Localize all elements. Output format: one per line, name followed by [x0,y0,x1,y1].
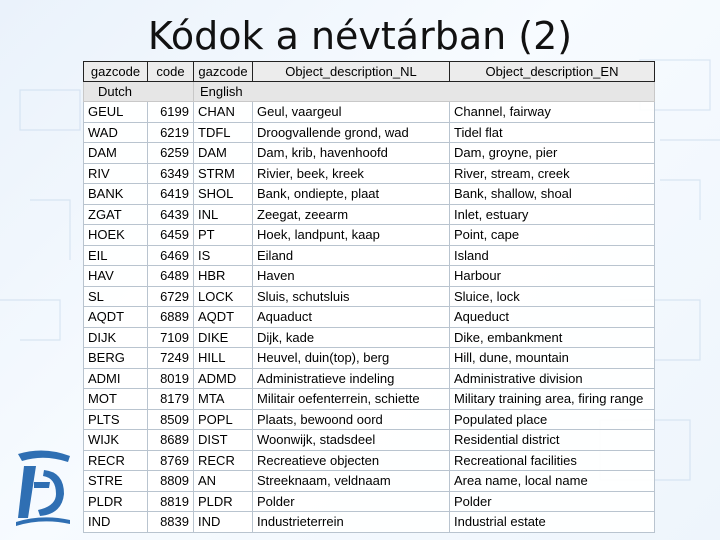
description-nl-cell: Industrieterrein [253,512,450,533]
fdm-logo-icon [14,448,72,526]
gazcode-english-cell: AN [194,471,253,492]
code-cell: 8019 [148,368,194,389]
gazcode-english-cell: PT [194,225,253,246]
description-en-cell: Populated place [450,409,655,430]
gazcode-english-cell: IND [194,512,253,533]
header-description-nl: Object_description_NL [253,62,450,82]
gazcode-english-cell: SHOL [194,184,253,205]
table-row [84,143,655,164]
gazcode-dutch-cell: HAV [84,266,148,287]
gazcode-english-cell: HBR [194,266,253,287]
table-row [84,225,655,246]
description-en-cell: Dam, groyne, pier [450,143,655,164]
gazcode-dutch-cell: EIL [84,245,148,266]
gazcode-dutch-cell: STRE [84,471,148,492]
header-gazcode-dutch: gazcode [84,62,148,82]
description-en-cell: Hill, dune, mountain [450,348,655,369]
gazcode-english-cell: CHAN [194,102,253,123]
description-en-cell: Polder [450,491,655,512]
table-body [84,102,655,533]
gazcode-english-cell: HILL [194,348,253,369]
gazcode-english-cell: DIST [194,430,253,451]
gazcode-dutch-cell: PLTS [84,409,148,430]
description-en-cell: Island [450,245,655,266]
table-row [84,368,655,389]
description-nl-cell: Aquaduct [253,307,450,328]
table-header-row [84,62,655,82]
code-cell: 6469 [148,245,194,266]
description-nl-cell: Heuvel, duin(top), berg [253,348,450,369]
table-row [84,122,655,143]
description-nl-cell: Polder [253,491,450,512]
header-description-en: Object_description_EN [450,62,655,82]
gazcode-dutch-cell: ADMI [84,368,148,389]
description-en-cell: Point, cape [450,225,655,246]
table-row [84,512,655,533]
description-nl-cell: Droogvallende grond, wad [253,122,450,143]
gazcode-dutch-cell: WIJK [84,430,148,451]
gazcode-english-cell: IS [194,245,253,266]
gazcode-dutch-cell: HOEK [84,225,148,246]
gazcode-english-cell: PLDR [194,491,253,512]
table-row [84,389,655,410]
table-row [84,348,655,369]
subheader-dutch: Dutch [84,82,194,102]
gazcode-dutch-cell: IND [84,512,148,533]
code-cell: 6419 [148,184,194,205]
description-nl-cell: Haven [253,266,450,287]
description-en-cell: Area name, local name [450,471,655,492]
description-en-cell: Bank, shallow, shoal [450,184,655,205]
subheader-english: English [194,82,655,102]
description-en-cell: Aqueduct [450,307,655,328]
description-nl-cell: Eiland [253,245,450,266]
description-en-cell: River, stream, creek [450,163,655,184]
description-nl-cell: Militair oefenterrein, schiette [253,389,450,410]
gazcode-dutch-cell: MOT [84,389,148,410]
gazcode-dutch-cell: BERG [84,348,148,369]
gazcode-dutch-cell: RECR [84,450,148,471]
code-cell: 6439 [148,204,194,225]
description-en-cell: Sluice, lock [450,286,655,307]
gazcode-english-cell: AQDT [194,307,253,328]
gazcode-dutch-cell: ZGAT [84,204,148,225]
table-subheader-row [84,82,655,102]
code-cell: 6219 [148,122,194,143]
gazcode-dutch-cell: RIV [84,163,148,184]
gazcode-dutch-cell: WAD [84,122,148,143]
description-nl-cell: Rivier, beek, kreek [253,163,450,184]
table-row [84,184,655,205]
gazcode-dutch-cell: BANK [84,184,148,205]
gazcode-dutch-cell: AQDT [84,307,148,328]
code-cell: 8809 [148,471,194,492]
table-row [84,409,655,430]
description-en-cell: Harbour [450,266,655,287]
code-cell: 6459 [148,225,194,246]
code-cell: 8839 [148,512,194,533]
code-cell: 8509 [148,409,194,430]
table-row [84,266,655,287]
description-nl-cell: Plaats, bewoond oord [253,409,450,430]
code-cell: 6259 [148,143,194,164]
gazcode-english-cell: RECR [194,450,253,471]
table-row [84,430,655,451]
description-nl-cell: Sluis, schutsluis [253,286,450,307]
gazcode-dutch-cell: DAM [84,143,148,164]
description-en-cell: Recreational facilities [450,450,655,471]
gazcode-english-cell: STRM [194,163,253,184]
gazcode-english-cell: POPL [194,409,253,430]
code-cell: 8689 [148,430,194,451]
description-en-cell: Industrial estate [450,512,655,533]
table-row [84,327,655,348]
gazcode-english-cell: INL [194,204,253,225]
code-cell: 7109 [148,327,194,348]
description-en-cell: Military training area, firing range [450,389,655,410]
description-nl-cell: Administratieve indeling [253,368,450,389]
description-nl-cell: Dam, krib, havenhoofd [253,143,450,164]
gazcode-english-cell: DIKE [194,327,253,348]
description-en-cell: Inlet, estuary [450,204,655,225]
description-en-cell: Dike, embankment [450,327,655,348]
table-row [84,471,655,492]
description-en-cell: Administrative division [450,368,655,389]
table-row [84,307,655,328]
description-nl-cell: Bank, ondiepte, plaat [253,184,450,205]
description-nl-cell: Streeknaam, veldnaam [253,471,450,492]
table-row [84,102,655,123]
description-nl-cell: Recreatieve objecten [253,450,450,471]
header-gazcode-english: gazcode [194,62,253,82]
description-nl-cell: Hoek, landpunt, kaap [253,225,450,246]
gazcode-dutch-cell: PLDR [84,491,148,512]
table-row [84,450,655,471]
description-nl-cell: Woonwijk, stadsdeel [253,430,450,451]
description-en-cell: Residential district [450,430,655,451]
description-nl-cell: Zeegat, zeearm [253,204,450,225]
gazcode-english-cell: TDFL [194,122,253,143]
code-cell: 6729 [148,286,194,307]
description-nl-cell: Geul, vaargeul [253,102,450,123]
code-cell: 7249 [148,348,194,369]
table-row [84,204,655,225]
slide-title: Kódok a névtárban (2) [147,14,573,58]
table-row [84,163,655,184]
gazcode-english-cell: ADMD [194,368,253,389]
code-cell: 6889 [148,307,194,328]
gazcode-dutch-cell: GEUL [84,102,148,123]
gazcode-english-cell: DAM [194,143,253,164]
gazcode-english-cell: MTA [194,389,253,410]
table-row [84,245,655,266]
table-row [84,491,655,512]
description-nl-cell: Dijk, kade [253,327,450,348]
table-row [84,286,655,307]
code-cell: 8179 [148,389,194,410]
gazcode-dutch-cell: DIJK [84,327,148,348]
gazcode-dutch-cell: SL [84,286,148,307]
code-cell: 6489 [148,266,194,287]
code-cell: 8769 [148,450,194,471]
header-code: code [148,62,194,82]
code-cell: 6199 [148,102,194,123]
description-en-cell: Tidel flat [450,122,655,143]
codes-table [83,61,655,533]
gazcode-english-cell: LOCK [194,286,253,307]
description-en-cell: Channel, fairway [450,102,655,123]
code-cell: 8819 [148,491,194,512]
code-cell: 6349 [148,163,194,184]
